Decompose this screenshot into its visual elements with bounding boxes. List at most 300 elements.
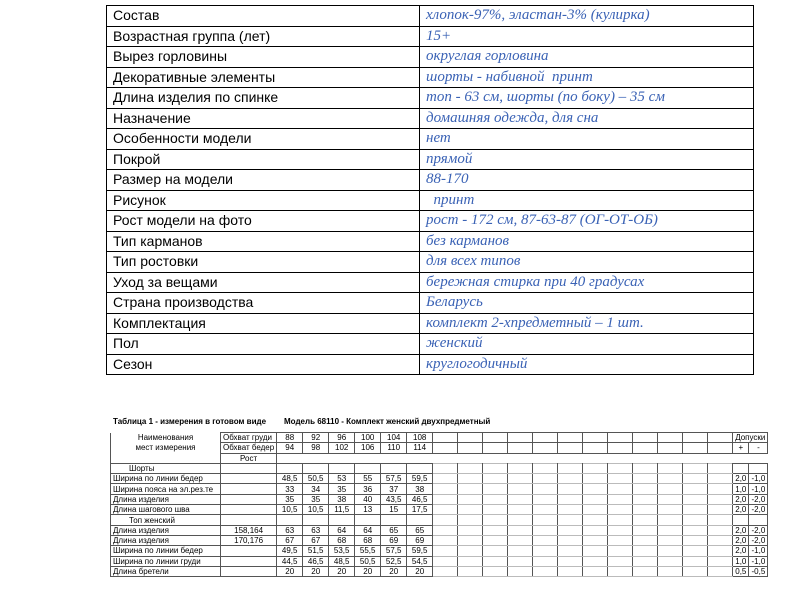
empty-cell	[583, 535, 608, 545]
size-value: 20	[303, 566, 329, 576]
size-value: 38	[329, 494, 355, 504]
size-value: 53	[329, 474, 355, 484]
size-value: 59,5	[407, 546, 433, 556]
empty-cell	[608, 484, 633, 494]
empty-cell	[533, 515, 558, 525]
empty-cell	[583, 474, 608, 484]
measurement-name: Ширина по линии бедер	[111, 546, 221, 556]
empty-cell	[458, 556, 483, 566]
tolerance-plus-value: 1,0	[733, 556, 749, 566]
tolerance-minus-value: -1,0	[749, 484, 768, 494]
chest-size: 96	[329, 433, 355, 443]
size-value	[407, 515, 433, 525]
empty-cell	[608, 566, 633, 576]
empty-cell	[708, 525, 733, 535]
tolerance-plus-value: 2,0	[733, 525, 749, 535]
empty-cell	[508, 505, 533, 515]
size-value: 50,5	[355, 556, 381, 566]
measurement-row	[111, 474, 768, 484]
empty-cell	[708, 505, 733, 515]
spec-row	[107, 313, 754, 334]
section-title: Топ женский	[111, 515, 221, 525]
height-value	[221, 474, 277, 484]
size-value: 15	[381, 505, 407, 515]
size-value: 37	[381, 484, 407, 494]
empty-cell	[708, 463, 733, 473]
spec-row	[107, 149, 754, 170]
empty-cell	[433, 494, 458, 504]
measurement-name: Длина изделия	[111, 525, 221, 535]
size-value	[381, 515, 407, 525]
empty-cell	[558, 474, 583, 484]
size-value: 57,5	[381, 546, 407, 556]
size-value: 35	[329, 484, 355, 494]
empty-cell	[683, 566, 708, 576]
spec-row	[107, 190, 754, 211]
empty-cell	[458, 463, 483, 473]
empty-cell	[483, 556, 508, 566]
size-value: 20	[407, 566, 433, 576]
empty-cell	[658, 535, 683, 545]
empty-cell	[633, 494, 658, 504]
tolerance-minus-value: -2,0	[749, 494, 768, 504]
empty-cell	[608, 463, 633, 473]
size-value: 13	[355, 505, 381, 515]
empty-cell	[508, 515, 533, 525]
size-value: 20	[355, 566, 381, 576]
size-value: 65	[381, 525, 407, 535]
size-value: 67	[277, 535, 303, 545]
size-value: 63	[277, 525, 303, 535]
empty-cell	[608, 505, 633, 515]
size-value: 40	[355, 494, 381, 504]
spec-table-body	[107, 6, 754, 375]
empty-cell	[458, 535, 483, 545]
hips-size: 106	[355, 443, 381, 453]
size-value: 35	[277, 494, 303, 504]
tolerance-minus-value: -1,0	[749, 556, 768, 566]
size-value: 59,5	[407, 474, 433, 484]
spec-table	[106, 5, 754, 375]
size-value: 44,5	[277, 556, 303, 566]
spec-row	[107, 293, 754, 314]
empty-cell	[433, 515, 458, 525]
empty-cell	[683, 535, 708, 545]
size-value: 11,5	[329, 505, 355, 515]
size-value: 57,5	[381, 474, 407, 484]
empty-cell	[483, 505, 508, 515]
spec-value: комплект 2-хпредметный – 1 шт.	[420, 313, 754, 334]
empty-cell	[658, 515, 683, 525]
empty-cell	[633, 474, 658, 484]
height-value	[221, 556, 277, 566]
empty-cell	[608, 535, 633, 545]
empty-cell	[633, 525, 658, 535]
empty-cell	[683, 463, 708, 473]
size-value: 34	[303, 484, 329, 494]
spec-value: без карманов	[420, 231, 754, 252]
empty-cell	[633, 484, 658, 494]
spec-value: нет	[420, 129, 754, 150]
size-value: 48,5	[329, 556, 355, 566]
empty-cell	[508, 546, 533, 556]
measurement-name: Длина изделия	[111, 535, 221, 545]
empty-cell	[483, 494, 508, 504]
header-row-chest	[111, 433, 768, 443]
spec-row	[107, 170, 754, 191]
empty-cell	[533, 505, 558, 515]
spec-key: Комплектация	[107, 313, 420, 334]
measurement-row	[111, 484, 768, 494]
section-title: Шорты	[111, 463, 221, 473]
empty-cell	[508, 566, 533, 576]
empty-cell	[658, 494, 683, 504]
spec-row	[107, 334, 754, 355]
empty-cell	[708, 566, 733, 576]
empty-cell	[433, 535, 458, 545]
measurement-row	[111, 556, 768, 566]
empty-cell	[658, 505, 683, 515]
empty-cell	[483, 566, 508, 576]
empty-cell	[433, 556, 458, 566]
empty-cell	[458, 484, 483, 494]
chest-size: 88	[277, 433, 303, 443]
empty-cell	[658, 484, 683, 494]
empty-cell	[658, 546, 683, 556]
spec-value: прямой	[420, 149, 754, 170]
tolerance-plus-value: 2,0	[733, 546, 749, 556]
empty-cell	[583, 546, 608, 556]
spec-value: 88-170	[420, 170, 754, 191]
size-value	[407, 463, 433, 473]
measurement-name: Длина изделия	[111, 494, 221, 504]
empty-cell	[708, 474, 733, 484]
empty-cell	[708, 546, 733, 556]
spec-key: Уход за вещами	[107, 272, 420, 293]
empty-cell	[508, 556, 533, 566]
spec-value: женский	[420, 334, 754, 355]
empty-cell	[533, 546, 558, 556]
size-value	[355, 463, 381, 473]
size-value	[277, 463, 303, 473]
size-value: 63	[303, 525, 329, 535]
tolerance-plus-value: 2,0	[733, 535, 749, 545]
tolerance-plus-value: 2,0	[733, 494, 749, 504]
sheet-model-text: Модель 68110 - Комплект женский двухпредметный	[284, 417, 491, 426]
empty-cell	[708, 515, 733, 525]
tolerance-minus-value: -0,5	[749, 566, 768, 576]
empty-cell	[558, 535, 583, 545]
spec-value: шорты - набивной принт	[420, 67, 754, 88]
empty-cell	[458, 566, 483, 576]
spec-row	[107, 6, 754, 27]
empty-cell	[708, 556, 733, 566]
tolerance-plus-value	[733, 515, 749, 525]
section-row	[111, 463, 768, 473]
empty-cell	[683, 474, 708, 484]
size-value: 67	[303, 535, 329, 545]
empty-cell	[483, 474, 508, 484]
empty-cell	[658, 463, 683, 473]
size-value: 69	[407, 535, 433, 545]
size-value: 52,5	[381, 556, 407, 566]
height-value: 170,176	[221, 535, 277, 545]
header-row-hips	[111, 443, 768, 453]
height-value	[221, 494, 277, 504]
empty-cell	[683, 494, 708, 504]
measurement-name: Длина бретели	[111, 566, 221, 576]
measurement-row	[111, 494, 768, 504]
empty-cell	[533, 463, 558, 473]
size-value	[303, 515, 329, 525]
tolerance-label: Допуски	[733, 433, 768, 443]
spec-row	[107, 354, 754, 375]
spec-key: Особенности модели	[107, 129, 420, 150]
empty-cell	[458, 494, 483, 504]
measurement-row	[111, 505, 768, 515]
tolerance-minus-value: -1,0	[749, 474, 768, 484]
empty-cell	[608, 556, 633, 566]
size-value	[329, 463, 355, 473]
empty-cell	[433, 484, 458, 494]
tolerance-minus-value: -2,0	[749, 535, 768, 545]
measurement-row	[111, 525, 768, 535]
measurement-row	[111, 546, 768, 556]
empty-cell	[633, 546, 658, 556]
empty-cell	[533, 484, 558, 494]
size-value: 55	[355, 474, 381, 484]
sheet-title-text: Таблица 1 - измерения в готовом виде	[113, 417, 267, 426]
size-value: 20	[329, 566, 355, 576]
empty-cell	[533, 474, 558, 484]
empty-cell	[458, 515, 483, 525]
empty-cell	[508, 525, 533, 535]
header-name-2: мест измерения	[111, 443, 221, 453]
size-value: 49,5	[277, 546, 303, 556]
empty-cell	[533, 566, 558, 576]
spec-value: хлопок-97%, эластан-3% (кулирка)	[420, 6, 754, 27]
empty-cell	[533, 525, 558, 535]
empty-cell	[433, 463, 458, 473]
tolerance-minus-value: -2,0	[749, 505, 768, 515]
tolerance-plus-value: 0,5	[733, 566, 749, 576]
empty-cell	[583, 494, 608, 504]
spec-key: Сезон	[107, 354, 420, 375]
empty-cell	[558, 494, 583, 504]
size-value	[355, 515, 381, 525]
height-value	[221, 546, 277, 556]
empty-cell	[583, 505, 608, 515]
spec-row	[107, 272, 754, 293]
spec-value: Беларусь	[420, 293, 754, 314]
empty-cell	[433, 505, 458, 515]
empty-cell	[433, 546, 458, 556]
hips-size: 94	[277, 443, 303, 453]
empty-cell	[558, 566, 583, 576]
sheet-title	[113, 417, 490, 426]
empty-cell	[633, 505, 658, 515]
spec-key: Тип карманов	[107, 231, 420, 252]
spec-key: Назначение	[107, 108, 420, 129]
measurement-row	[111, 566, 768, 576]
measurement-table-body	[111, 433, 768, 577]
spec-key: Возрастная группа (лет)	[107, 26, 420, 47]
size-value: 64	[329, 525, 355, 535]
size-value: 48,5	[277, 474, 303, 484]
empty-cell	[558, 546, 583, 556]
empty-cell	[583, 484, 608, 494]
tolerance-minus-value	[749, 515, 768, 525]
section-row	[111, 515, 768, 525]
spec-row	[107, 231, 754, 252]
size-value	[329, 515, 355, 525]
empty-cell	[633, 515, 658, 525]
empty-cell	[658, 556, 683, 566]
hips-size: 98	[303, 443, 329, 453]
hips-size: 114	[407, 443, 433, 453]
size-value: 17,5	[407, 505, 433, 515]
empty-cell	[508, 484, 533, 494]
size-value	[303, 463, 329, 473]
chest-size: 104	[381, 433, 407, 443]
empty-cell	[658, 474, 683, 484]
spec-key: Вырез горловины	[107, 47, 420, 68]
size-value: 46,5	[303, 556, 329, 566]
empty-cell	[533, 556, 558, 566]
size-value: 36	[355, 484, 381, 494]
spec-key: Страна производства	[107, 293, 420, 314]
empty-cell	[658, 525, 683, 535]
measurement-name: Ширина по линии груди	[111, 556, 221, 566]
empty-cell	[483, 515, 508, 525]
empty-cell	[458, 474, 483, 484]
size-value: 20	[381, 566, 407, 576]
spec-value: круглогодичный	[420, 354, 754, 375]
empty-cell	[508, 474, 533, 484]
empty-cell	[558, 463, 583, 473]
spec-value: бережная стирка при 40 градусах	[420, 272, 754, 293]
empty-cell	[683, 525, 708, 535]
size-value: 35	[303, 494, 329, 504]
tolerance-plus-value: 1,0	[733, 484, 749, 494]
size-value: 10,5	[303, 505, 329, 515]
empty-cell	[558, 556, 583, 566]
size-value: 65	[407, 525, 433, 535]
size-value: 64	[355, 525, 381, 535]
height-value	[221, 484, 277, 494]
spec-value: принт	[420, 190, 754, 211]
empty-cell	[558, 505, 583, 515]
spec-row	[107, 26, 754, 47]
empty-cell	[708, 535, 733, 545]
empty-cell	[608, 474, 633, 484]
measurement-name: Ширина по линии бедер	[111, 474, 221, 484]
spec-key: Тип ростовки	[107, 252, 420, 273]
spec-key: Рисунок	[107, 190, 420, 211]
tolerance-plus-value: 2,0	[733, 505, 749, 515]
empty-cell	[608, 515, 633, 525]
empty-cell	[683, 505, 708, 515]
chest-size: 108	[407, 433, 433, 443]
empty-cell	[583, 515, 608, 525]
spec-value: рост - 172 см, 87-63-87 (ОГ-ОТ-ОБ)	[420, 211, 754, 232]
height-value	[221, 505, 277, 515]
spec-row	[107, 108, 754, 129]
empty-cell	[483, 525, 508, 535]
empty-cell	[683, 515, 708, 525]
size-value: 51,5	[303, 546, 329, 556]
empty-cell	[483, 484, 508, 494]
size-value: 68	[329, 535, 355, 545]
spec-row	[107, 47, 754, 68]
empty-cell	[483, 535, 508, 545]
empty-cell	[433, 525, 458, 535]
spec-value: округлая горловина	[420, 47, 754, 68]
height-value	[221, 566, 277, 576]
empty-cell	[683, 484, 708, 494]
empty-cell	[558, 525, 583, 535]
spec-key: Декоративные элементы	[107, 67, 420, 88]
empty-cell	[458, 525, 483, 535]
empty-cell	[558, 484, 583, 494]
empty-cell	[683, 556, 708, 566]
empty-cell	[583, 556, 608, 566]
height-value: 158,164	[221, 525, 277, 535]
empty-cell	[533, 535, 558, 545]
empty-cell	[583, 525, 608, 535]
size-value: 46,5	[407, 494, 433, 504]
spec-row	[107, 67, 754, 88]
measurement-row	[111, 535, 768, 545]
measurement-name: Длина шагового шва	[111, 505, 221, 515]
empty-cell	[633, 566, 658, 576]
empty-cell	[483, 463, 508, 473]
spec-key: Состав	[107, 6, 420, 27]
size-value	[277, 515, 303, 525]
chest-label: Обхват груди	[221, 433, 277, 443]
empty-cell	[658, 566, 683, 576]
empty-cell	[583, 566, 608, 576]
spec-row	[107, 88, 754, 109]
size-value	[381, 463, 407, 473]
hips-size: 110	[381, 443, 407, 453]
empty-cell	[508, 494, 533, 504]
size-value: 10,5	[277, 505, 303, 515]
empty-cell	[683, 546, 708, 556]
header-row-height	[111, 453, 768, 463]
spec-value: 15+	[420, 26, 754, 47]
chest-size: 100	[355, 433, 381, 443]
size-value: 68	[355, 535, 381, 545]
size-value: 43,5	[381, 494, 407, 504]
size-value: 53,5	[329, 546, 355, 556]
height-value	[221, 515, 277, 525]
empty-cell	[458, 505, 483, 515]
tolerance-minus-value: -1,0	[749, 546, 768, 556]
empty-cell	[508, 535, 533, 545]
empty-cell	[433, 474, 458, 484]
size-value: 55,5	[355, 546, 381, 556]
spec-value: топ - 63 см, шорты (по боку) – 35 см	[420, 88, 754, 109]
size-value: 20	[277, 566, 303, 576]
empty-cell	[458, 546, 483, 556]
empty-cell	[633, 556, 658, 566]
empty-cell	[483, 546, 508, 556]
size-value: 50,5	[303, 474, 329, 484]
spec-row	[107, 129, 754, 150]
tolerance-plus-value: 2,0	[733, 474, 749, 484]
hips-label: Обхват бедер	[221, 443, 277, 453]
